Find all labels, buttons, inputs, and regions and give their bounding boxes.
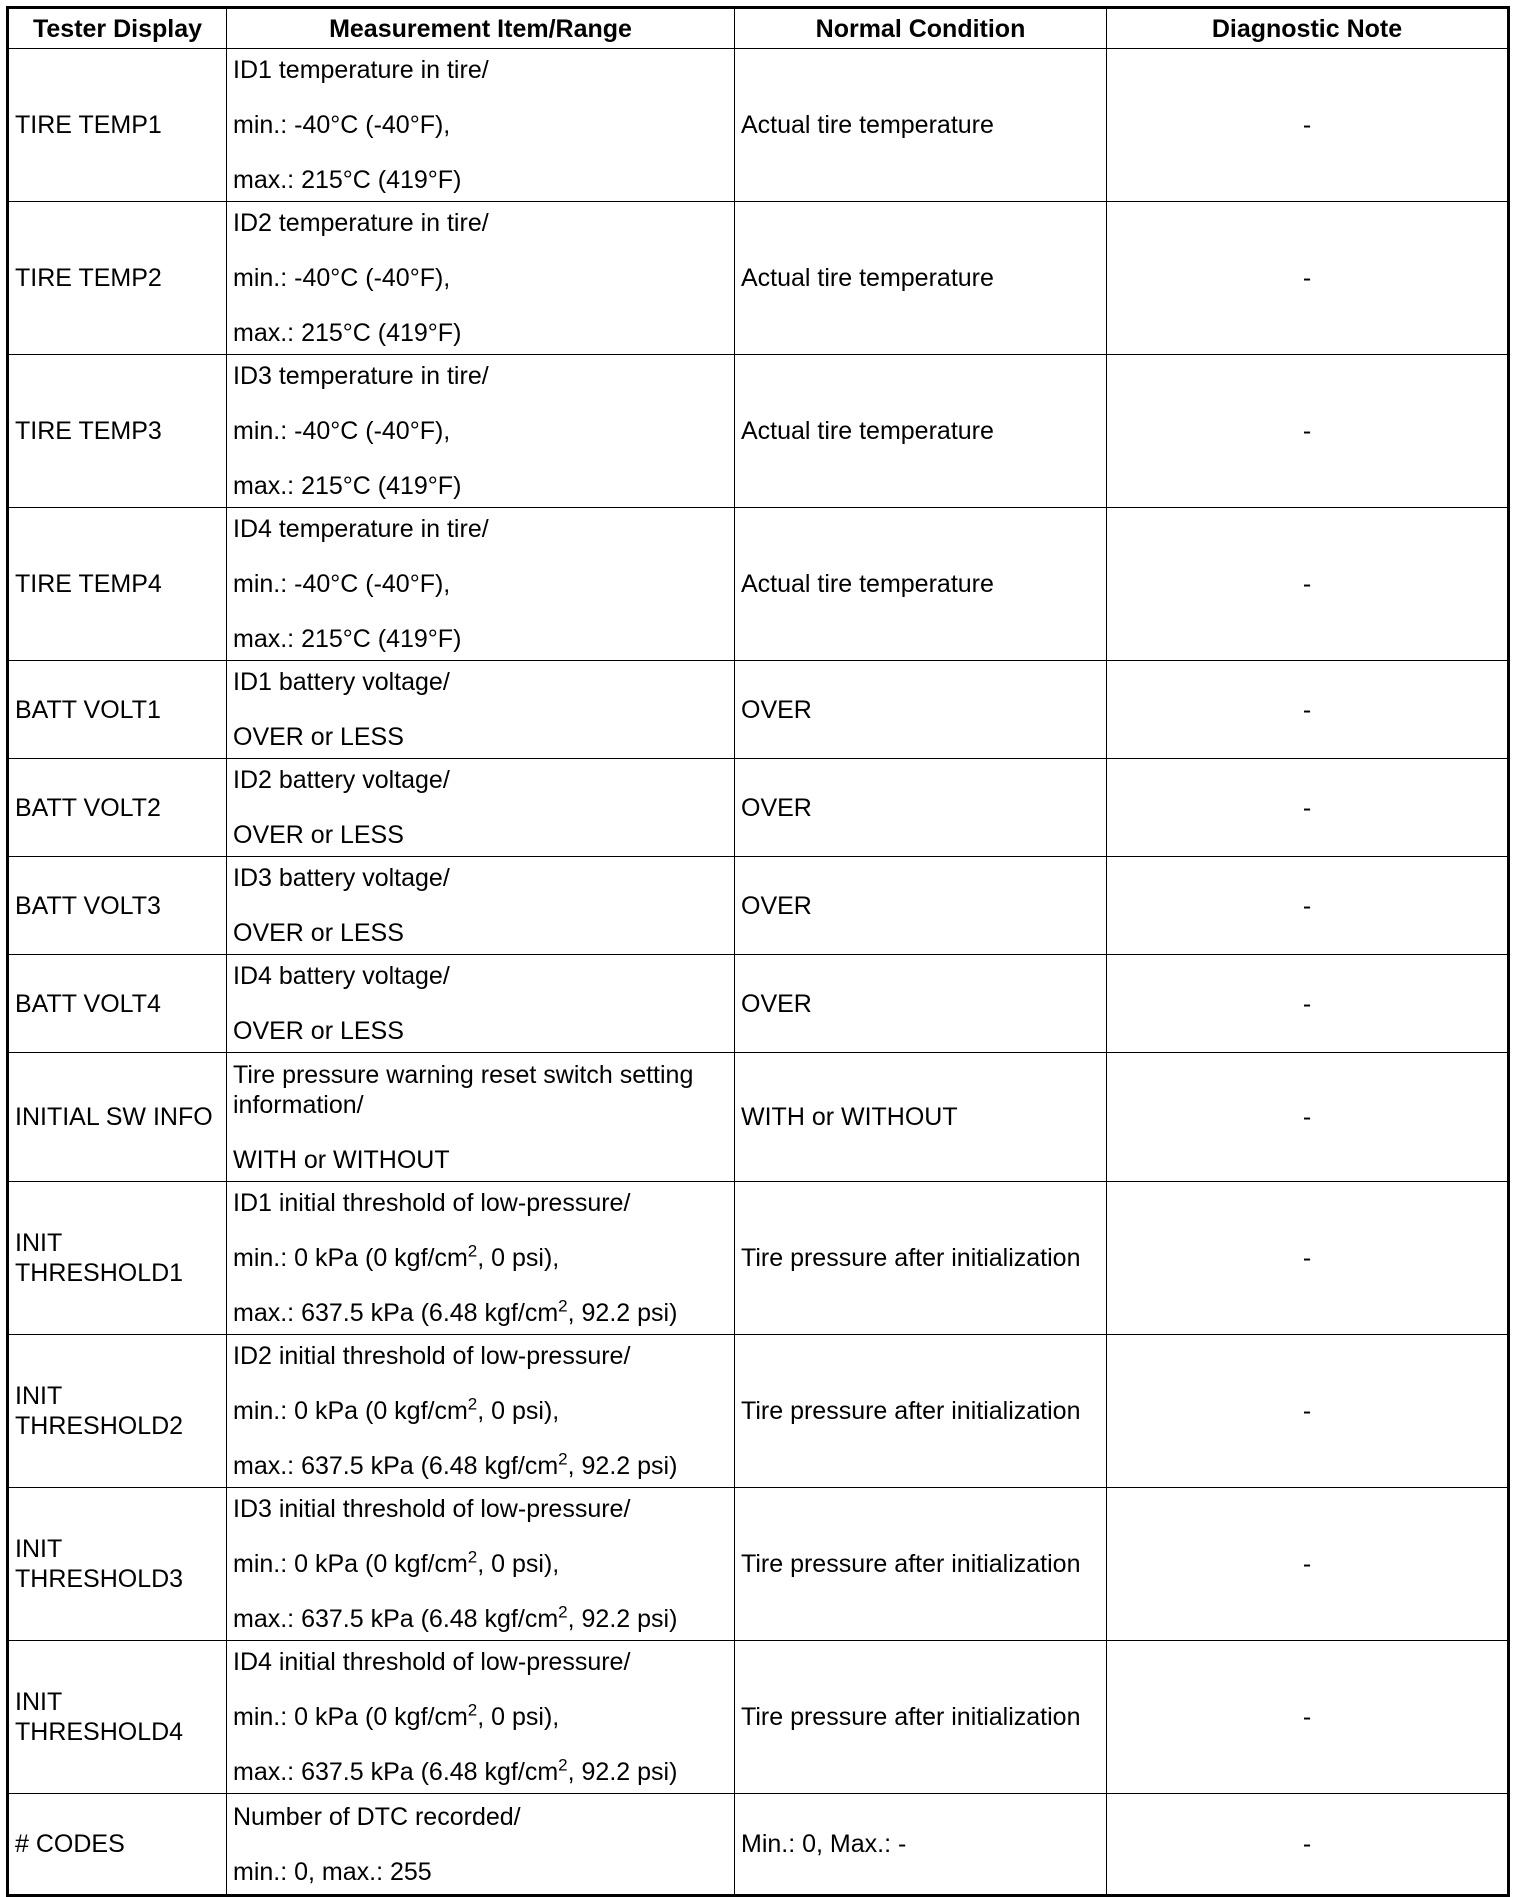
diagnostic-note-cell: - <box>1107 1641 1509 1794</box>
superscript: 2 <box>558 1296 568 1316</box>
diagnostic-note-cell: - <box>1107 857 1509 955</box>
measurement-line: max.: 215°C (419°F) <box>233 472 462 500</box>
measurement-line: ID4 temperature in tire/ <box>233 515 489 543</box>
tester-display-cell: INIT THRESHOLD2 <box>8 1335 227 1488</box>
normal-condition-cell: WITH or WITHOUT <box>735 1053 1107 1182</box>
diagnostic-note-cell: - <box>1107 759 1509 857</box>
table-header-row <box>8 8 1509 49</box>
tester-display-cell: INIT THRESHOLD3 <box>8 1488 227 1641</box>
measurement-line: OVER or LESS <box>233 821 404 849</box>
table-row <box>8 202 1509 355</box>
superscript: 2 <box>467 1547 478 1567</box>
superscript: 2 <box>467 1394 478 1414</box>
diagnostic-note-cell: - <box>1107 1794 1509 1896</box>
measurement-line: ID3 battery voltage/ <box>233 864 450 892</box>
min-text-end: , 0 psi), <box>477 1397 560 1425</box>
measurement-line <box>233 1243 728 1273</box>
measurement-cell <box>227 202 735 355</box>
measurement-line: min.: -40°C (-40°F), <box>233 417 451 445</box>
measurement-line: ID1 initial threshold of low-pressure/ <box>233 1189 631 1217</box>
header-diagnostic-note: Diagnostic Note <box>1107 8 1509 49</box>
normal-condition-cell: Tire pressure after initialization <box>735 1488 1107 1641</box>
header-measurement-item-range: Measurement Item/Range <box>227 8 735 49</box>
table-row <box>8 955 1509 1053</box>
measurement-line: max.: 215°C (419°F) <box>233 319 462 347</box>
measurement-line: OVER or LESS <box>233 723 404 751</box>
min-text: min.: 0 kPa (0 kgf/cm <box>233 1550 468 1578</box>
diagnostic-note-cell: - <box>1107 355 1509 508</box>
tester-display-cell: BATT VOLT3 <box>8 857 227 955</box>
measurement-line: ID1 battery voltage/ <box>233 668 450 696</box>
measurement-line <box>233 1549 728 1579</box>
min-text: min.: 0 kPa (0 kgf/cm <box>233 1244 468 1272</box>
measurement-line: OVER or LESS <box>233 1017 404 1045</box>
table-row <box>8 1053 1509 1182</box>
measurement-line: max.: 215°C (419°F) <box>233 625 462 653</box>
measurement-line: Tire pressure warning reset switch setting information/ <box>233 1060 694 1119</box>
measurement-cell <box>227 1335 735 1488</box>
measurement-cell <box>227 1182 735 1335</box>
normal-condition-cell: Actual tire temperature <box>735 355 1107 508</box>
max-text: max.: 637.5 kPa (6.48 kgf/cm <box>233 1605 559 1633</box>
measurement-line <box>233 1702 728 1732</box>
table-row <box>8 1488 1509 1641</box>
max-text: max.: 637.5 kPa (6.48 kgf/cm <box>233 1758 559 1786</box>
tester-display-cell: TIRE TEMP1 <box>8 49 227 202</box>
tester-display-cell: INIT THRESHOLD1 <box>8 1182 227 1335</box>
table-row <box>8 1182 1509 1335</box>
tester-display-cell: INIT THRESHOLD4 <box>8 1641 227 1794</box>
header-normal-condition: Normal Condition <box>735 8 1107 49</box>
max-text: max.: 637.5 kPa (6.48 kgf/cm <box>233 1299 559 1327</box>
measurement-line: ID4 battery voltage/ <box>233 962 450 990</box>
table-row <box>8 759 1509 857</box>
tester-display-cell: TIRE TEMP4 <box>8 508 227 661</box>
measurement-cell <box>227 1053 735 1182</box>
header-tester-display: Tester Display <box>8 8 227 49</box>
measurement-line: ID2 temperature in tire/ <box>233 209 489 237</box>
tester-display-table <box>6 6 1510 1897</box>
diagnostic-note-cell: - <box>1107 1053 1509 1182</box>
table-row <box>8 857 1509 955</box>
normal-condition-cell: Tire pressure after initialization <box>735 1641 1107 1794</box>
measurement-line: Number of DTC recorded/ <box>233 1802 521 1831</box>
measurement-line: min.: -40°C (-40°F), <box>233 111 451 139</box>
diagnostic-note-cell: - <box>1107 955 1509 1053</box>
measurement-cell <box>227 1641 735 1794</box>
max-text-end: , 92.2 psi) <box>567 1605 678 1633</box>
normal-condition-cell: Tire pressure after initialization <box>735 1335 1107 1488</box>
measurement-cell <box>227 508 735 661</box>
measurement-line: ID3 temperature in tire/ <box>233 362 489 390</box>
max-text-end: , 92.2 psi) <box>567 1758 678 1786</box>
max-text-end: , 92.2 psi) <box>567 1452 678 1480</box>
min-text: min.: 0 kPa (0 kgf/cm <box>233 1397 468 1425</box>
measurement-line <box>233 1604 728 1634</box>
measurement-cell <box>227 49 735 202</box>
tester-display-table-wrapper <box>6 6 1507 1897</box>
superscript: 2 <box>467 1700 478 1720</box>
table-row <box>8 355 1509 508</box>
tester-display-cell: BATT VOLT4 <box>8 955 227 1053</box>
measurement-line: ID2 battery voltage/ <box>233 766 450 794</box>
measurement-cell <box>227 759 735 857</box>
min-text-end: , 0 psi), <box>477 1703 560 1731</box>
measurement-cell <box>227 1794 735 1896</box>
measurement-line: min.: 0, max.: 255 <box>233 1857 432 1886</box>
max-text-end: , 92.2 psi) <box>567 1299 678 1327</box>
normal-condition-cell: Actual tire temperature <box>735 508 1107 661</box>
normal-condition-cell: OVER <box>735 857 1107 955</box>
measurement-cell <box>227 1488 735 1641</box>
tester-display-cell: BATT VOLT2 <box>8 759 227 857</box>
superscript: 2 <box>467 1241 478 1261</box>
measurement-line: min.: -40°C (-40°F), <box>233 264 451 292</box>
superscript: 2 <box>558 1449 568 1469</box>
table-row <box>8 1794 1509 1896</box>
measurement-line: ID2 initial threshold of low-pressure/ <box>233 1342 631 1370</box>
table-row <box>8 508 1509 661</box>
measurement-line <box>233 1757 728 1787</box>
measurement-line: WITH or WITHOUT <box>233 1145 450 1174</box>
measurement-line: ID3 initial threshold of low-pressure/ <box>233 1495 631 1523</box>
diagnostic-note-cell: - <box>1107 508 1509 661</box>
normal-condition-cell: Actual tire temperature <box>735 49 1107 202</box>
measurement-line <box>233 1451 728 1481</box>
diagnostic-note-cell: - <box>1107 1488 1509 1641</box>
tester-display-cell: INITIAL SW INFO <box>8 1053 227 1182</box>
table-row <box>8 49 1509 202</box>
tester-display-cell: BATT VOLT1 <box>8 661 227 759</box>
normal-condition-cell: Min.: 0, Max.: - <box>735 1794 1107 1896</box>
measurement-line: min.: -40°C (-40°F), <box>233 570 451 598</box>
normal-condition-cell: Tire pressure after initialization <box>735 1182 1107 1335</box>
min-text-end: , 0 psi), <box>477 1550 560 1578</box>
measurement-cell <box>227 661 735 759</box>
measurement-line: OVER or LESS <box>233 919 404 947</box>
normal-condition-cell: OVER <box>735 759 1107 857</box>
measurement-cell <box>227 955 735 1053</box>
diagnostic-note-cell: - <box>1107 1335 1509 1488</box>
measurement-line <box>233 1396 728 1426</box>
min-text-end: , 0 psi), <box>477 1244 560 1272</box>
table-row <box>8 1641 1509 1794</box>
normal-condition-cell: Actual tire temperature <box>735 202 1107 355</box>
measurement-line <box>233 1298 728 1328</box>
min-text: min.: 0 kPa (0 kgf/cm <box>233 1703 468 1731</box>
normal-condition-cell: OVER <box>735 661 1107 759</box>
normal-condition-cell: OVER <box>735 955 1107 1053</box>
max-text: max.: 637.5 kPa (6.48 kgf/cm <box>233 1452 559 1480</box>
diagnostic-note-cell: - <box>1107 1182 1509 1335</box>
diagnostic-note-cell: - <box>1107 661 1509 759</box>
diagnostic-note-cell: - <box>1107 202 1509 355</box>
measurement-line: max.: 215°C (419°F) <box>233 166 462 194</box>
table-row <box>8 1335 1509 1488</box>
measurement-cell <box>227 857 735 955</box>
tester-display-cell: # CODES <box>8 1794 227 1896</box>
measurement-line: ID4 initial threshold of low-pressure/ <box>233 1648 631 1676</box>
superscript: 2 <box>558 1602 568 1622</box>
diagnostic-note-cell: - <box>1107 49 1509 202</box>
measurement-cell <box>227 355 735 508</box>
table-row <box>8 661 1509 759</box>
tester-display-cell: TIRE TEMP3 <box>8 355 227 508</box>
superscript: 2 <box>558 1755 568 1775</box>
tester-display-cell: TIRE TEMP2 <box>8 202 227 355</box>
measurement-line: ID1 temperature in tire/ <box>233 56 489 84</box>
